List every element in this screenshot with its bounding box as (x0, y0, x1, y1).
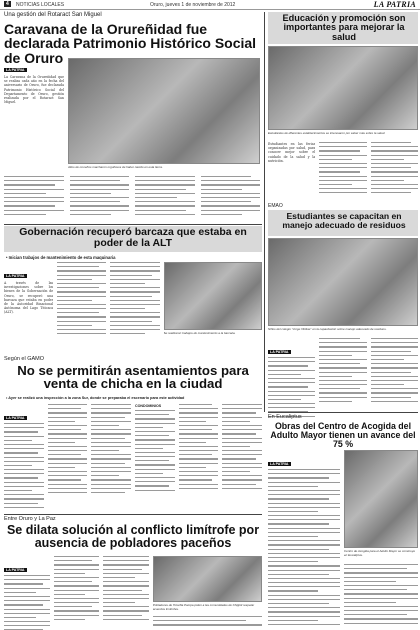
story-residuos-columns (268, 338, 418, 410)
story-body (4, 56, 64, 166)
story-residuos-kicker: EMAO (268, 203, 283, 209)
story-adulto-photo (344, 450, 418, 548)
story-adulto-text (268, 450, 340, 626)
story-chicha-col-heading: CONDOMINIOS (135, 404, 162, 408)
story-caravana (4, 12, 262, 222)
story-residuos-caption: Niños del colegio "Jorge Oblitas" en la capacitación sobre manejo adecuado de residuos. (268, 328, 387, 331)
page-number: 4 (6, 1, 9, 7)
story-limites-headline[interactable]: Se dilata solución al conflicto limítrofe por ausencia de pobladores paceños (6, 523, 260, 550)
source-tag: LA PATRIA (270, 462, 289, 466)
source-tag: LA PATRIA (270, 350, 289, 354)
masthead: LA PATRIA (373, 0, 416, 9)
column-divider (264, 12, 265, 412)
story-barcaza-photo (164, 262, 262, 330)
source-tag: LA PATRIA (6, 416, 25, 420)
section-rule (4, 224, 262, 225)
source-tag: LA PATRIA (6, 274, 25, 278)
story-barcaza-lead: A través de las investigaciones sobre los bienes de la Gobernación de Oruro, se recuperó una barcaza que estaba en poder de la Autoridad Binacional Autónoma del Lago Titicaca (ALT). (4, 281, 54, 315)
section-name: NOTICIAS LOCALES (16, 2, 65, 8)
story-barcaza-caption: Se realizaron trabajos de mantenimiento a la barcaza. (163, 332, 236, 335)
story-barcaza-subhead: • Inician trabajos de mantenimiento de esta maquinaria (6, 255, 116, 260)
story-salud-photo (268, 46, 418, 130)
story-chicha-kicker: Según el GAMO (4, 356, 45, 362)
story-lead: La Caravana de la Orureñidad que se realiza cada año en la fecha del aniversario de Oruro, fue declarada Patrimonio Histórico Social del Departamento de Oruro, gestión realizada por el Rotaract San Miguel. (4, 75, 64, 105)
story-adulto-col2 (344, 564, 418, 626)
source-tag: LA PATRIA (6, 568, 25, 572)
story-barcaza-columns (4, 262, 262, 350)
story-limites-photo (153, 556, 262, 602)
section-rule (268, 412, 418, 413)
story-salud-lead: Estudiantes en las ferias organizadas por salud, para conocer mejor sobre el cuidado de la salud y la nutrición. (268, 142, 316, 163)
photo-caption: Altos de orureños marcharon orgullosos de haber nacido en esta tierra. (68, 166, 163, 169)
story-columns (4, 176, 260, 220)
story-residuos-headline[interactable]: Estudiantes se capacitan en manejo adecuado de residuos (282, 211, 406, 230)
story-salud-columns (268, 142, 418, 200)
story-salud-headline[interactable]: Educación y promoción son importantes para mejorar la salud (282, 13, 406, 42)
story-residuos-photo (268, 238, 418, 326)
story-chicha-headline[interactable]: No se permitirán asentamientos para venta de chicha en la ciudad (17, 363, 249, 392)
story-adulto-kicker: En Eucaliptus (268, 414, 302, 420)
story-limites-columns (4, 556, 262, 628)
story-adulto-caption: Centro de Acogida para el Adulto Mayor se construye en Eucaliptus. (344, 550, 415, 557)
story-barcaza-headline[interactable]: Gobernación recuperó barcaza que estaba en poder de la ALT (19, 226, 247, 249)
issue-date: Oruro, jueves 1 de noviembre de 2012 (150, 2, 236, 8)
story-kicker: Una gestión del Rotaract San Miguel (4, 12, 102, 18)
story-chicha-columns (4, 404, 262, 512)
source-tag: LA PATRIA (6, 68, 25, 72)
story-adulto-headline[interactable]: Obras del Centro de Acogida del Adulto Mayor tienen un avance del 75 % (270, 421, 416, 449)
story-limites-kicker: Entre Oruro y La Paz (4, 516, 56, 522)
story-limites-caption: Pobladores de Totorilla Pampa piden a las comunidades de Chijipiti respetar acuerdos limítrofes. (152, 604, 255, 611)
story-chicha-subhead: • Ayer se realizó una inspección a la zona Sur, donde se preparaba el escenario para este actividad (6, 396, 185, 400)
story-photo (68, 58, 260, 164)
section-rule (4, 514, 262, 515)
story-salud-caption: Estudiantes de diferentes establecimientos se interesaron por saber más sobre la salud. (268, 132, 386, 135)
page-header (0, 0, 420, 10)
story-headline[interactable]: Caravana de la Orureñidad fue declarada Patrimonio Histórico Social de Oruro (4, 21, 257, 66)
